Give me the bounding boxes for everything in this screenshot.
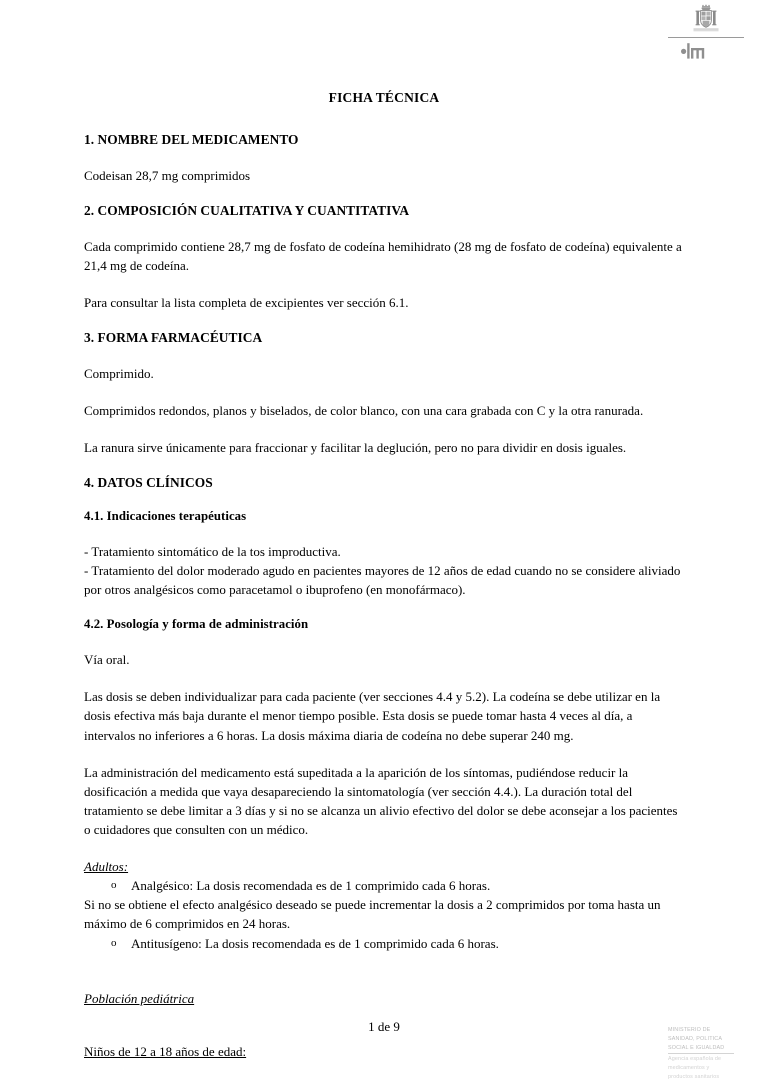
agency-line-3: productos sanitarios [668,1073,720,1080]
indication-line-2: - Tratamiento del dolor moderado agudo en pacientes mayores de 12 años de edad cuando no se considere aliviado por otros analgésicos como paracetamol o ibuprofeno (en monofármaco). [84,563,681,598]
adults-dose-note: Si no se obtiene el efecto analgésico deseado se puede incrementar la dosis a 2 comprimidos por toma hasta un máximo de 6 comprimidos en 24 horas. [84,897,661,932]
page-number: 1 de 9 [368,1019,400,1034]
document-body [84,90,684,1079]
section-heading-4: 4. DATOS CLÍNICOS [84,475,213,491]
circle-bullet-icon: o [111,936,117,949]
composition-paragraph-1: Cada comprimido contiene 28,7 mg de fosfato de codeína hemihidrato (28 mg de fosfato de codeína) equivalente a 21,4 mg de codeína. [84,238,682,273]
circle-bullet-icon: o [111,879,117,892]
ministry-line-1: MINISTERIO DE [668,1027,711,1033]
list-item-label: Analgésico: La dosis recomendada es de 1 comprimido cada 6 horas. [131,878,491,894]
form-paragraph-2: Comprimidos redondos, planos y biselados, de color blanco, con una cara grabada con C y la otra ranurada. [84,402,644,418]
section-heading-3: 3. FORMA FARMACÉUTICA [84,330,263,346]
indication-line-1: - Tratamiento sintomático de la tos improductiva. [84,543,341,559]
section-heading-1: 1. NOMBRE DEL MEDICAMENTO [84,132,299,148]
aemps-logo-icon [680,42,710,60]
ministry-line-3: SOCIAL E IGUALDAD [668,1044,725,1051]
footer-ministry-logo [668,1026,760,1082]
pediatric-age-text: Niños de 12 a 18 años de edad: [84,1043,247,1059]
agency-line-2: medicamentos y [668,1065,710,1071]
header-divider-rule [668,37,744,38]
ministry-line-2: SANIDAD, POLITICA [668,1035,723,1042]
header-logo [668,4,744,66]
posology-paragraph-1: Las dosis se deben individualizar para cada paciente (ver secciones 4.4 y 5.2). La codeína se debe utilizar en la dosis efectiva más baja durante el menor tiempo posible. Esta dosis se puede tomar hasta 4 veces al día, a intervalos no inferiores a 6 horas. La dosis máxima diaria de codeína no debe superar 240 mg. [84,689,661,743]
spanish-coat-of-arms-icon [689,4,723,34]
list-item [84,934,684,953]
form-paragraph-3: La ranura sirve únicamente para fraccionar y facilitar la deglución, pero no para dividir en dosis iguales. [84,440,627,456]
footer-logo-divider [668,1053,734,1054]
adults-label [84,857,684,876]
composition-paragraph-2: Para consultar la lista completa de excipientes ver sección 6.1. [84,295,409,311]
section-heading-2: 2. COMPOSICIÓN CUALITATIVA Y CUANTITATIVA [84,203,410,219]
adults-dose-list-analgesic [84,876,684,895]
pediatric-population-label [84,989,684,1008]
pediatric-age-subheading [84,1042,684,1061]
list-item-label: Antitusígeno: La dosis recomendada es de 1 comprimido cada 6 horas. [131,935,499,951]
medicine-name-text: Codeisan 28,7 mg comprimidos [84,167,251,183]
section-heading-4-1: 4.1. Indicaciones terapéuticas [84,508,247,523]
spacer [84,971,684,989]
form-paragraph-1: Comprimido. [84,365,154,381]
page-title: FICHA TÉCNICA [328,90,440,105]
section-heading-4-2: 4.2. Posología y forma de administración [84,617,309,632]
adults-label-text: Adultos: [84,859,129,875]
spacer [84,953,684,971]
adults-dose-list-antitussive [84,934,684,953]
route-of-administration: Vía oral. [84,652,130,668]
agency-line-1: Agencia española de [668,1056,722,1063]
posology-paragraph-2: La administración del medicamento está supeditada a la aparición de los síntomas, pudiéndose reducir la dosificación a medida que vaya desapareciendo la sintomatología (ver sección 4.4.). La duración total del tratamiento se debe limitar a 3 días y si no se alcanza un alivio efectivo del dolor se debe aconsejar a los pacientes o cuidadores que consulten con un médico. [84,764,678,838]
pediatric-population-text: Población pediátrica [84,990,195,1006]
list-item [84,876,684,895]
